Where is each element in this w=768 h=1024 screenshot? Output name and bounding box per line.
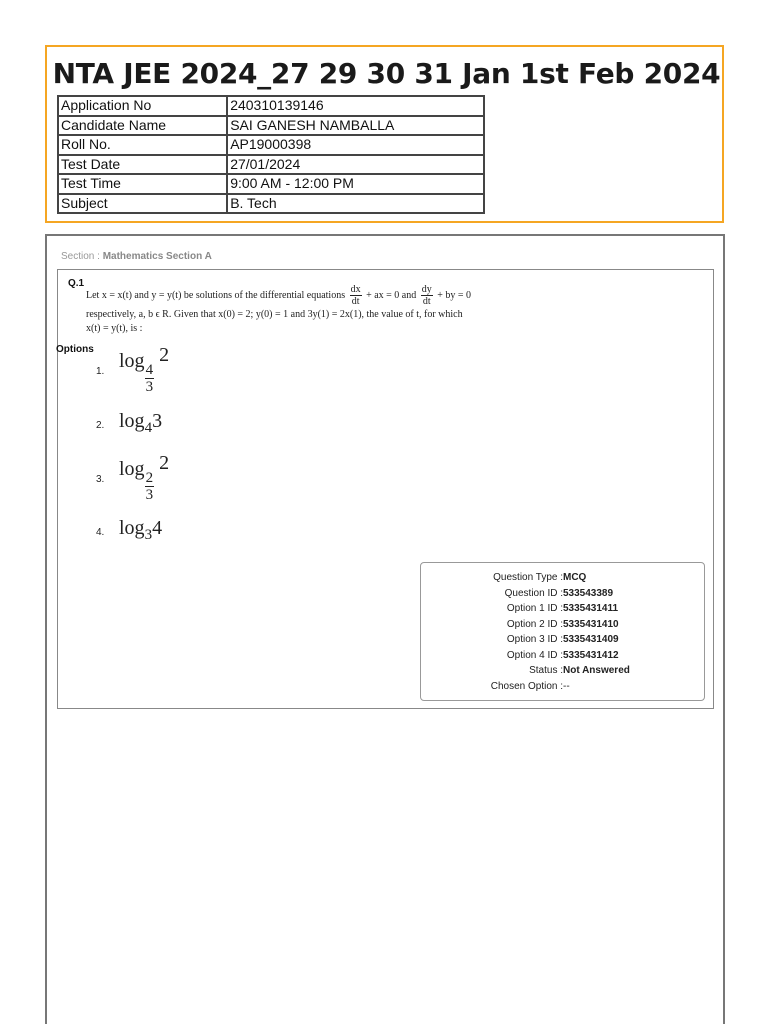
section-name: Mathematics Section A: [102, 251, 212, 262]
question-text-part: + ax = 0 and: [366, 289, 417, 301]
response-sheet-header: [45, 45, 724, 223]
fraction-numerator: 2: [145, 470, 154, 486]
log-text: log: [119, 410, 145, 432]
option-math: [119, 517, 162, 544]
info-value: 27/01/2024: [227, 155, 484, 175]
question-number: Q.1: [68, 278, 85, 289]
fraction-dy-dt: [421, 284, 433, 307]
meta-row: [421, 586, 706, 601]
options-label: Options: [56, 344, 94, 355]
log-base-fraction: [145, 362, 155, 395]
fraction-dx-dt: [350, 284, 362, 307]
fraction-numerator: dy: [421, 284, 432, 295]
log-text: log: [119, 350, 145, 372]
meta-row: [421, 617, 706, 632]
meta-value: 5335431410: [563, 618, 619, 630]
log-argument: 4: [152, 517, 163, 539]
fraction-numerator: dx: [350, 284, 361, 295]
fraction-denominator: dt: [422, 296, 431, 307]
question-meta-box: [420, 562, 705, 701]
option-math: [119, 452, 170, 503]
question-line-1: [86, 284, 471, 307]
option-number: 1.: [96, 366, 105, 377]
log-text: log: [119, 517, 145, 539]
log-argument: 3: [152, 410, 163, 432]
question-text-part: + by = 0: [437, 289, 472, 301]
log-text: log: [119, 458, 145, 480]
meta-label: Option 1 ID :: [506, 603, 563, 614]
info-label: Candidate Name: [58, 116, 227, 136]
meta-label: Option 3 ID :: [506, 634, 563, 645]
info-label: Subject: [58, 194, 227, 214]
meta-label: Option 2 ID :: [506, 618, 563, 630]
meta-row: [421, 679, 706, 694]
question-text-part: Let x = x(t) and y = y(t) be solutions of the differential equations: [86, 289, 346, 301]
section-heading: [61, 251, 212, 262]
option-number: 2.: [96, 420, 105, 431]
fraction-denominator: dt: [351, 296, 360, 307]
info-value: B. Tech: [227, 194, 484, 214]
meta-value: 533543389: [563, 587, 614, 599]
meta-row: [421, 601, 706, 616]
meta-label: Option 4 ID :: [506, 649, 563, 661]
meta-row: [421, 632, 706, 647]
info-label: Application No: [58, 96, 227, 116]
meta-value: 5335431409: [563, 634, 619, 645]
meta-value: 5335431412: [563, 649, 619, 661]
question-line-3: x(t) = y(t), is :: [86, 323, 143, 334]
meta-row: [421, 648, 706, 663]
log-base: 4: [144, 420, 153, 436]
table-row: [58, 194, 484, 214]
meta-label: Status :: [529, 665, 563, 676]
question-box: [57, 269, 714, 709]
info-label: Test Time: [58, 174, 227, 194]
log-base: 3: [144, 527, 153, 543]
info-value: 240310139146: [227, 96, 484, 116]
option-math: [119, 344, 170, 395]
info-label: Roll No.: [58, 135, 227, 155]
info-value: SAI GANESH NAMBALLA: [227, 116, 484, 136]
document-title: NTA JEE 2024_27 29 30 31 Jan 1st Feb 2024: [52, 57, 721, 90]
meta-value: --: [563, 680, 570, 692]
info-value: AP19000398: [227, 135, 484, 155]
log-base-fraction: [145, 470, 155, 503]
question-panel: [45, 234, 725, 1024]
meta-label: Chosen Option :: [490, 680, 563, 692]
table-row: [58, 96, 484, 116]
meta-row: [421, 663, 706, 678]
fraction-numerator: 4: [145, 362, 154, 378]
option-math: [119, 410, 162, 437]
candidate-info-table: [57, 95, 485, 214]
meta-row: [421, 570, 706, 585]
meta-value: Not Answered: [563, 665, 630, 676]
option-number: 4.: [96, 527, 105, 538]
question-line-2: respectively, a, b ϵ R. Given that x(0) = 2; y(0) = 1 and 3y(1) = 2x(1), the value of t, for which: [86, 309, 463, 320]
log-argument: 2: [159, 452, 170, 474]
fraction-denominator: 3: [145, 379, 154, 395]
table-row: [58, 135, 484, 155]
fraction-denominator: 3: [145, 487, 154, 503]
info-value: 9:00 AM - 12:00 PM: [227, 174, 484, 194]
meta-value: MCQ: [563, 572, 587, 583]
log-argument: 2: [159, 344, 170, 366]
option-number: 3.: [96, 474, 105, 485]
info-label: Test Date: [58, 155, 227, 175]
table-row: [58, 116, 484, 136]
meta-value: 5335431411: [563, 603, 619, 614]
table-row: [58, 155, 484, 175]
meta-label: Question Type :: [493, 572, 563, 583]
section-prefix: Section :: [61, 251, 103, 262]
table-row: [58, 174, 484, 194]
meta-label: Question ID :: [504, 587, 563, 599]
